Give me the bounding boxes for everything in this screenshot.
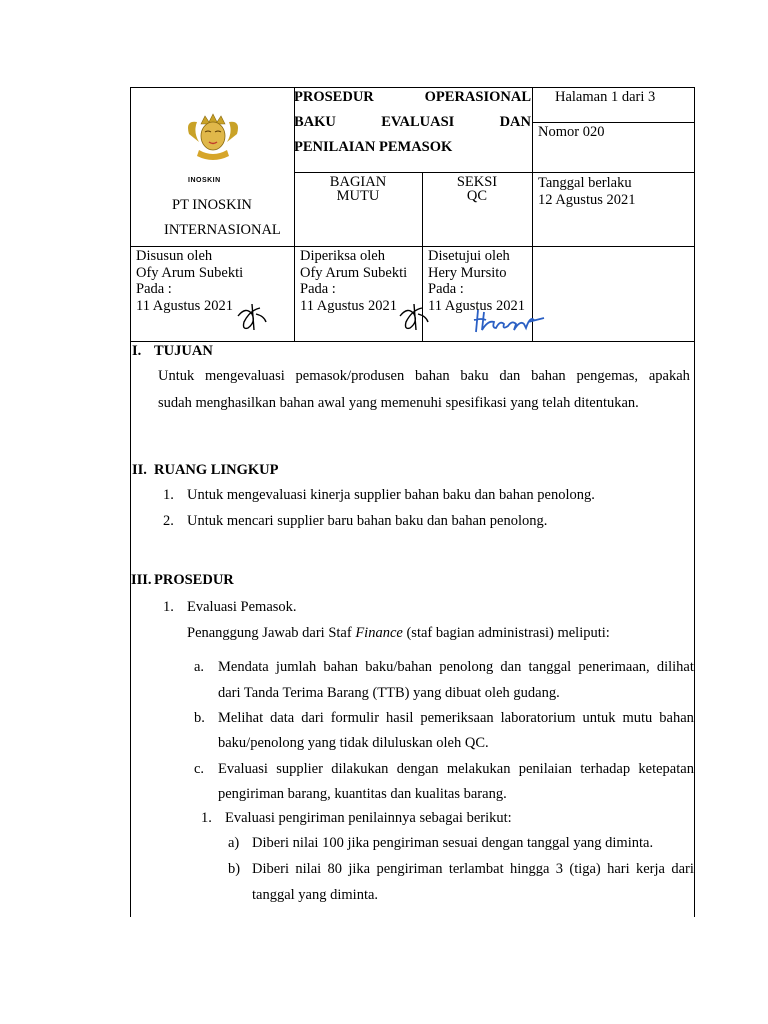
list-item: Diberi nilai 100 jika pengiriman sesuai dengan tanggal yang diminta. (252, 835, 654, 851)
seksi-value: QC (466, 188, 488, 204)
text-word: terlambat (448, 861, 504, 877)
signature-date: 11 Agustus 2021 (136, 297, 233, 314)
title-word: DAN (499, 114, 531, 130)
text-word: dari (301, 710, 324, 726)
text-word: dari (671, 861, 694, 877)
list-item-letter: a. (194, 659, 205, 675)
section-title-prosedur: PROSEDUR (154, 572, 234, 588)
text-word: Untuk (158, 368, 195, 384)
text-word: jika (348, 861, 371, 877)
signature-mark-disetujui (472, 306, 546, 336)
signature-cell-disusun (136, 248, 243, 314)
text-word: terhadap (580, 761, 631, 777)
document-number: Nomor 020 (538, 124, 605, 140)
text-word: Melihat (218, 710, 264, 726)
text-word: Evaluasi (218, 761, 268, 777)
signature-date: 11 Agustus 2021 (300, 297, 397, 314)
signature-pada: Pada : (136, 281, 172, 297)
penanggung-jawab-text (187, 625, 610, 642)
item-c-line1 (218, 761, 694, 778)
list-item-number: 2. (163, 513, 174, 529)
table-divider (532, 87, 533, 342)
signature-role: Disetujui oleh (428, 248, 510, 264)
text-word: pemasok/produsen (295, 368, 405, 384)
list-item-number: 1. (163, 599, 174, 615)
section-number: II. (132, 462, 147, 478)
signature-name: Ofy Arum Subekti (136, 264, 244, 281)
signature-name: Ofy Arum Subekti (300, 264, 408, 281)
signature-cell-diperiksa (300, 248, 407, 314)
text-word: data (270, 710, 295, 726)
text-word: baku/bahan (365, 659, 433, 675)
list-item-letter: c. (194, 761, 205, 777)
signature-name: Hery Mursito (428, 264, 507, 281)
seksi-label: SEKSI (456, 174, 498, 190)
text-run: (staf bagian administrasi) meliputi: (402, 625, 610, 641)
document-title-line1 (294, 89, 531, 106)
text-run-italic: Finance (355, 625, 403, 641)
signature-role: Disusun oleh (136, 248, 213, 264)
text-word: ketepatan (638, 761, 694, 777)
text-word: mengevaluasi (205, 368, 285, 384)
text-word: hari (607, 861, 630, 877)
text-word: bahan (415, 368, 450, 384)
item-sb-line2: tanggal yang diminta. (252, 887, 379, 903)
list-item: Untuk mencari supplier baru bahan baku dan bahan penolong. (187, 513, 548, 529)
signature-date: 11 Agustus 2021 (428, 297, 525, 314)
item-sb-line1 (252, 861, 694, 878)
tujuan-line1 (158, 368, 690, 385)
signature-role: Diperiksa oleh (300, 248, 385, 264)
list-item: Evaluasi pengiriman penilainnya sebagai berikut: (225, 810, 512, 826)
text-word: mutu (622, 710, 653, 726)
text-word: Mendata (218, 659, 269, 675)
title-word: BAKU (294, 114, 336, 130)
item-c-line2: pengiriman barang, kuantitas dan kualitas barang. (218, 786, 507, 802)
list-item: Evaluasi Pemasok. (187, 599, 297, 615)
text-word: dilakukan (331, 761, 389, 777)
text-word: Diberi (252, 861, 290, 877)
list-item: Untuk mengevaluasi kinerja supplier bahan baku dan bahan penolong. (187, 487, 595, 503)
section-title-ruang-lingkup: RUANG LINGKUP (154, 462, 279, 478)
bagian-value: MUTU (336, 188, 380, 204)
document-title-line2 (294, 114, 531, 131)
text-word: penerimaan, (578, 659, 650, 675)
text-word: formulir (330, 710, 380, 726)
text-word: pengemas, (576, 368, 639, 384)
item-a-line2: dari Tanda Terima Barang (TTB) yang dibuat oleh gudang. (218, 685, 560, 701)
title-word: PROSEDUR (294, 89, 374, 105)
table-divider (294, 172, 694, 173)
logo-text: INOSKIN (188, 177, 221, 184)
text-word: pengiriman (376, 861, 443, 877)
text-word: hasil (386, 710, 414, 726)
list-item-number: 1. (201, 810, 212, 826)
signature-mark-diperiksa (396, 300, 432, 334)
text-word: dan (499, 368, 521, 384)
text-word: bahan (323, 659, 359, 675)
text-word: bahan (659, 710, 694, 726)
signature-pada: Pada : (300, 281, 336, 297)
text-word: dan (500, 659, 522, 675)
section-title-tujuan: TUJUAN (154, 343, 213, 359)
section-number: III. (131, 572, 152, 588)
text-word: dilihat (656, 659, 694, 675)
list-item-letter: b. (194, 710, 205, 726)
bagian-label: BAGIAN (329, 174, 387, 190)
tanggal-value: 12 Agustus 2021 (538, 192, 636, 208)
tanggal-label: Tanggal berlaku (538, 175, 632, 191)
text-word: penolong (439, 659, 494, 675)
text-word: dengan (396, 761, 439, 777)
text-word: (tiga) (569, 861, 601, 877)
text-word: 80 (327, 861, 343, 877)
text-word: nilai (295, 861, 322, 877)
text-word: bahan (531, 368, 566, 384)
text-word: baku (460, 368, 489, 384)
signature-pada: Pada : (428, 281, 464, 297)
page-info: Halaman 1 dari 3 (555, 89, 656, 105)
text-run: Penanggung Jawab dari Staf (187, 625, 356, 641)
seksi-cell (422, 175, 532, 203)
table-divider (532, 122, 694, 123)
tujuan-line2: sudah menghasilkan bahan awal yang memenuhi spesifikasi yang telah ditentukan. (158, 395, 639, 411)
text-word: laboratorium (500, 710, 576, 726)
text-word: pemeriksaan (420, 710, 494, 726)
text-word: tanggal (528, 659, 572, 675)
company-name-line2: INTERNASIONAL (164, 222, 281, 238)
text-word: kerja (636, 861, 665, 877)
title-word: EVALUASI (381, 114, 455, 130)
signature-cell-disetujui (428, 248, 525, 314)
document-title-line3: PENILAIAN PEMASOK (294, 139, 453, 155)
signature-mark-disusun (234, 300, 270, 334)
title-word: OPERASIONAL (424, 89, 531, 105)
text-word: jumlah (275, 659, 317, 675)
text-word: 3 (555, 861, 564, 877)
text-word: melakukan (446, 761, 511, 777)
item-a-line1 (218, 659, 694, 676)
bagian-cell (294, 175, 422, 203)
text-word: hingga (509, 861, 550, 877)
inoskin-logo (183, 112, 243, 176)
list-item-letter: a) (228, 835, 240, 851)
table-divider (130, 246, 694, 247)
company-name-line1: PT INOSKIN (172, 197, 252, 213)
page-border-left (130, 87, 131, 917)
table-divider (130, 341, 694, 342)
text-word: untuk (582, 710, 616, 726)
item-b-line1 (218, 710, 694, 727)
tanggal-cell (538, 175, 636, 209)
text-word: apakah (648, 368, 690, 384)
item-b-line2: baku/penolong yang tidak diluluskan oleh QC. (218, 735, 489, 751)
page-border-right (694, 87, 695, 917)
list-item-letter: b) (228, 861, 241, 877)
table-border-top (130, 87, 694, 88)
text-word: penilaian (518, 761, 572, 777)
list-item-number: 1. (163, 487, 174, 503)
text-word: supplier (276, 761, 323, 777)
section-number: I. (132, 343, 142, 359)
